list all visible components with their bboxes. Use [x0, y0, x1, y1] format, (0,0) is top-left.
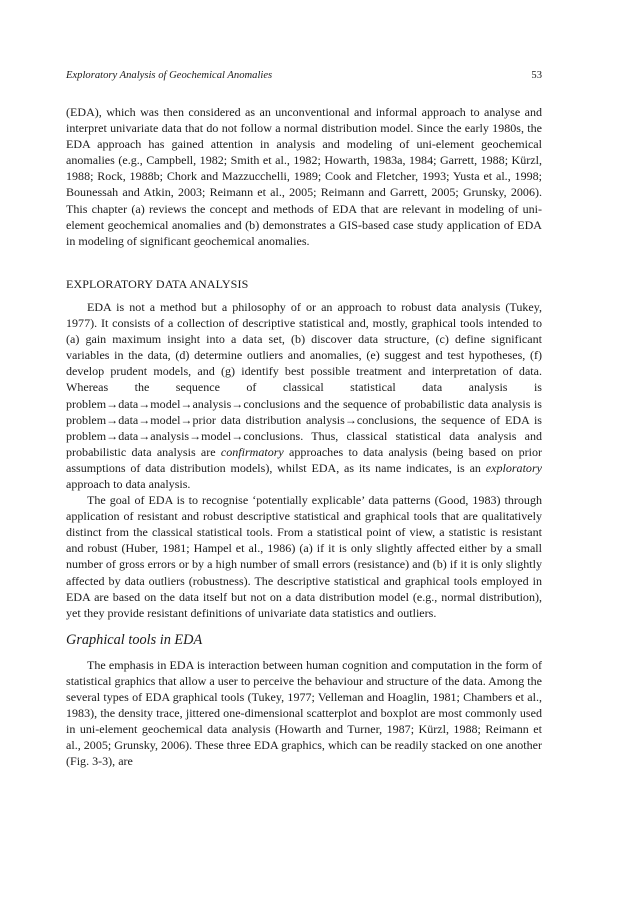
- running-title: Exploratory Analysis of Geochemical Anomalies: [66, 70, 273, 81]
- page-number: 53: [531, 70, 542, 81]
- running-head: [66, 70, 542, 86]
- italic-confirmatory: confirmatory: [220, 444, 284, 459]
- paragraph-graphical-tools: The emphasis in EDA is interaction between human cognition and computation in the form of statistical graphics that allow a user to perceive the behaviour and structure of the data. Among the several types of EDA graphical tools (Tukey, 1977; Velleman and Hoaglin, 1981; Chambers et al., 1983), the density trace, jittered one-dimensional scatterplot and boxplot are most commonly used in uni-element geochemical data analysis (Howarth and Turner, 1987; Kürzl, 1988; Reimann et al., 2005; Grunsky, 2006). These three EDA graphics, which can be readily stacked on one another (Fig. 3-3), are: [66, 657, 542, 769]
- page: [66, 70, 542, 769]
- paragraph-eda-goal: The goal of EDA is to recognise ‘potentially explicable’ data patterns (Good, 1983) through application of resistant and robust descriptive statistical and graphical tools that are qualitatively distinct from the classical statistical tools. From a statistical point of view, a statistic is resistant and robust (Huber, 1981; Hampel et al., 1986) (a) if it is only slightly affected either by a small number of gross errors or by a high number of small errors (resistance) and (b) if it is only slightly affected by data outliers (robustness). The descriptive statistical and graphical tools employed in EDA are based on the data itself but not on a data distribution model (e.g., normal distribution), yet they provide resistant definitions of univariate data statistics and outliers.: [66, 493, 542, 620]
- paragraph-eda-definition: [66, 299, 542, 492]
- italic-exploratory: exploratory: [485, 460, 542, 475]
- paragraph-intro: (EDA), which was then considered as an unconventional and informal approach to analyse and interpret univariate data that do not follow a normal distribution model. Since the early 1980s, the EDA approach has gained attention in analysis and modeling of uni-element geochemical anomalies (e.g., Campbell, 1982; Smith et al., 1982; Howarth, 1983a, 1984; Garrett, 1988; Kürzl, 1988; Rock, 1988b; Chork and Mazzucchelli, 1989; Cook and Fletcher, 1993; Yusta et al., 1998; Bounessah and Atkin, 2003; Reimann et al., 2005; Reimann and Garrett, 2005; Grunsky, 2006). This chapter (a) reviews the concept and methods of EDA that are relevant in modeling of uni-element geochemical anomalies and (b) demonstrates a GIS-based case study application of EDA in modeling of significant geochemical anomalies.: [66, 105, 542, 248]
- paragraph-eda-definition-end: approach to data analysis.: [66, 476, 191, 491]
- paragraph-eda-definition-middle: approaches to data analysis (being based on prior assumptions of data distribution models), whilst EDA, as its name indicates, is an: [66, 444, 542, 475]
- section-heading: EXPLORATORY DATA ANALYSIS: [66, 276, 249, 291]
- paragraph-eda-definition-text: EDA is not a method but a philosophy of or an approach to robust data analysis (Tukey, 1977). It consists of a collection of descriptive statistical and, mostly, graphical tools intended to (a) gain maximum insight into a data set, (b) discover data structure, (c) define significant variables in the data, (d) determine outliers and anomalies, (e) suggest and test hypotheses, (f) develop prudent models, and (g) identify best possible treatment and interpretation of data. Whereas the sequence of classical statistical data analysis is problem→data→model→analysis→conclusions and the sequence of probabilistic data analysis is problem→data→model→prior data distribution analysis→conclusions, the sequence of EDA is problem→data→analysis→model→conclusions. Thus, classical statistical data analysis and probabilistic data analysis are: [66, 299, 542, 459]
- subsection-heading: Graphical tools in EDA: [66, 631, 203, 648]
